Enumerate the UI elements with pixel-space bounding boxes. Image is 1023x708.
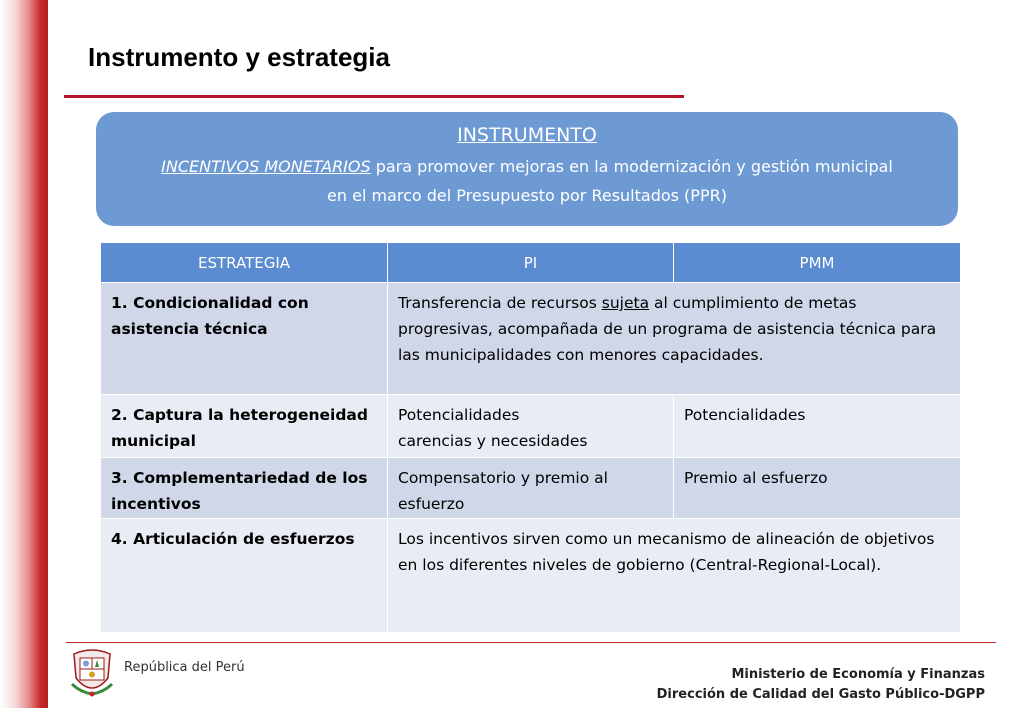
header-estrategia: ESTRATEGIA <box>101 243 388 283</box>
table-header-row <box>101 243 961 283</box>
table-row <box>101 395 961 458</box>
pmm-cell: Premio al esfuerzo <box>674 458 961 519</box>
table-row <box>101 519 961 633</box>
banner-line-1 <box>96 152 958 182</box>
banner-line-1-rest: para promover mejoras en la modernización y gestión municipal <box>370 157 893 176</box>
row1-text-post: al cumplimiento de metas progresivas, acompañada de un programa de asistencia técnica para las municipalidades con menores capacidades. <box>398 294 937 364</box>
pi-line-1: Potencialidades <box>398 406 520 424</box>
header-pmm: PMM <box>674 243 961 283</box>
table-row <box>101 283 961 395</box>
footer-divider <box>66 642 996 643</box>
footer-country: República del Perú <box>124 660 245 675</box>
table-row <box>101 458 961 519</box>
footer-ministry <box>657 665 985 705</box>
banner-line-2: en el marco del Presupuesto por Resultados (PPR) <box>327 186 727 205</box>
pi-pmm-cell: Los incentivos sirven como un mecanismo de alineación de objetivos en los diferentes niveles de gobierno (Central-Regional-Local). <box>388 519 961 633</box>
left-decorative-bar <box>0 0 48 708</box>
banner-heading: INSTRUMENTO <box>457 124 597 146</box>
peru-coat-of-arms-icon <box>68 648 116 698</box>
pi-line-2: carencias y necesidades <box>398 432 588 450</box>
footer-ministry-line-1: Ministerio de Economía y Finanzas <box>731 667 985 682</box>
pi-pmm-cell <box>388 283 961 395</box>
pi-cell: Compensatorio y premio al esfuerzo <box>388 458 674 519</box>
strategy-table <box>100 242 961 633</box>
page-title: Instrumento y estrategia <box>88 42 390 72</box>
row1-text-pre: Transferencia de recursos <box>398 294 602 312</box>
strategy-cell: 1. Condicionalidad con asistencia técnica <box>101 283 388 395</box>
pmm-cell: Potencialidades <box>674 395 961 458</box>
strategy-cell: 3. Complementariedad de los incentivos <box>101 458 388 519</box>
header-pi: PI <box>388 243 674 283</box>
row1-text-underlined: sujeta <box>601 294 650 312</box>
title-divider <box>64 95 684 98</box>
banner-emphasis: INCENTIVOS MONETARIOS <box>161 157 371 176</box>
strategy-cell: 4. Articulación de esfuerzos <box>101 519 388 633</box>
pi-cell <box>388 395 674 458</box>
strategy-cell: 2. Captura la heterogeneidad municipal <box>101 395 388 458</box>
instrument-banner <box>96 112 958 226</box>
footer-ministry-line-2: Dirección de Calidad del Gasto Público-DGPP <box>656 687 985 702</box>
